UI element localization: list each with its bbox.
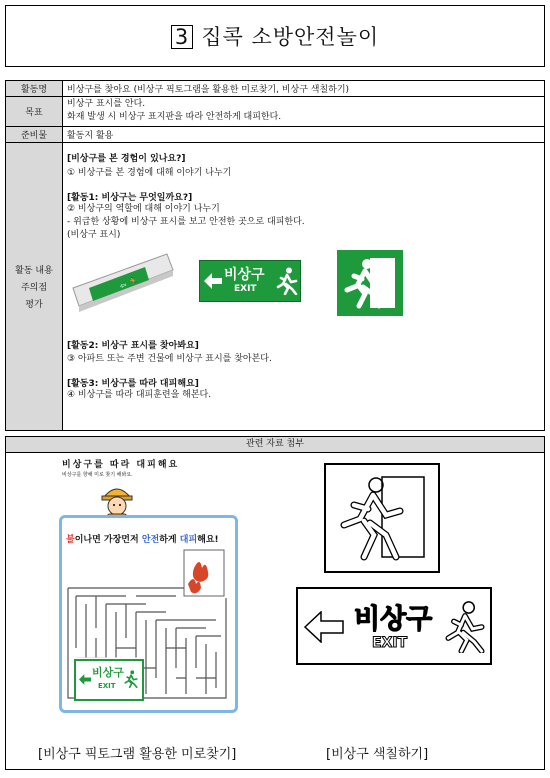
act3-title: [활동3: 비상구를 따라 대피해요] (67, 379, 199, 389)
act1-title: [활동1: 비상구는 무엇일까요?] (67, 193, 193, 203)
title-box (5, 5, 545, 67)
content-label-line-3: 평가 (25, 300, 43, 310)
maze-running-man-icon (124, 668, 138, 690)
coloring-door-sign (324, 463, 440, 573)
attachments-header: 관련 자료 첨부 (5, 436, 545, 453)
goal-line-2: 화재 발생 시 비상구 표지판을 따라 안전하게 대피한다. (67, 112, 282, 122)
exit-sign-images (67, 242, 540, 330)
exit-lightbox-image (71, 252, 175, 314)
maze-banner (66, 532, 219, 545)
maze-frame (59, 515, 238, 713)
goal-label: 목표 (6, 97, 63, 127)
maze-exit-korean: 비상구 (92, 666, 124, 679)
content-label (6, 143, 63, 431)
maze-banner-part4: 하게 (159, 535, 180, 545)
caption-coloring: [비상구 색칠하기] (326, 747, 429, 762)
maze-banner-part2: 이나면 가장먼저 (74, 535, 142, 545)
svg-text:⇦ 🏃: ⇦ 🏃 (118, 275, 140, 291)
goal-cell (63, 97, 545, 127)
goal-line-1: 비상구 표시를 안다. (67, 99, 146, 109)
exit-sign-korean: 비상구 (224, 267, 265, 283)
maze-banner-safe: 안전 (141, 535, 160, 545)
maze-title: 비상구를 따라 대피해요 (62, 460, 180, 470)
attachments-box (5, 452, 545, 770)
maze-banner-evacuate: 대피 (179, 535, 198, 545)
content-label-line-1: 활동 내용 (15, 266, 53, 276)
maze-left-arrow-icon (79, 674, 91, 685)
running-man-icon (276, 267, 298, 295)
caption-maze: [비상구 픽토그램 활용한 미로찾기] (38, 747, 237, 762)
coloring-sign-english: EXIT (372, 635, 408, 651)
left-arrow-icon (204, 273, 222, 289)
intro-title: [비상구를 본 경험이 있나요?] (67, 154, 186, 164)
act2-line: ③ 아파트 또는 주변 건물에 비상구 표시를 찾아본다. (67, 354, 272, 364)
act1-line-1: ② 비상구의 역할에 대해 이야기 나누기 (67, 204, 220, 214)
coloring-sign-korean: 비상구 (354, 604, 433, 635)
page-title (171, 21, 379, 51)
coloring-left-arrow-icon (304, 611, 344, 643)
prep-value: 활동지 활용 (63, 127, 545, 143)
act1-line-2: - 위급한 상황에 비상구 표시를 보고 안전한 곳으로 대피한다. (67, 217, 305, 227)
prep-label: 준비물 (6, 127, 63, 143)
coloring-running-man-icon (444, 601, 486, 653)
coloring-exit-sign (296, 587, 492, 665)
exit-arrow-sign (199, 260, 301, 302)
exit-door-sign-image (337, 250, 403, 316)
maze-subtitle: 비상구를 향해 미로 찾기 해봐요. (62, 472, 133, 478)
maze-banner-part6: 해요! (197, 535, 219, 545)
act2-title: [활동2: 비상구 표시를 찾아봐요] (67, 341, 199, 351)
maze-exit-english: EXIT (98, 682, 116, 690)
intro-line: ① 비상구를 본 경험에 대해 이야기 나누기 (67, 168, 232, 178)
exit-sign-english: EXIT (234, 284, 257, 294)
maze-exit-sign (74, 659, 144, 701)
maze-banner-fire: 불 (66, 535, 75, 545)
title-number: 3 (171, 25, 193, 49)
activity-plan-table (5, 80, 545, 431)
activity-name: 비상구를 찾아요 (비상구 픽토그램을 활용한 미로찾기, 비상구 색칠하기) (63, 81, 545, 97)
content-label-line-2: 주의점 (20, 283, 48, 293)
content-cell (63, 143, 545, 431)
act1-line-3: (비상구 표시) (67, 230, 121, 240)
title-text: 집콕 소방안전놀이 (201, 25, 380, 49)
activity-name-label: 활동명 (6, 81, 63, 97)
act3-line: ④ 비상구를 따라 대피훈련을 해본다. (67, 390, 212, 400)
